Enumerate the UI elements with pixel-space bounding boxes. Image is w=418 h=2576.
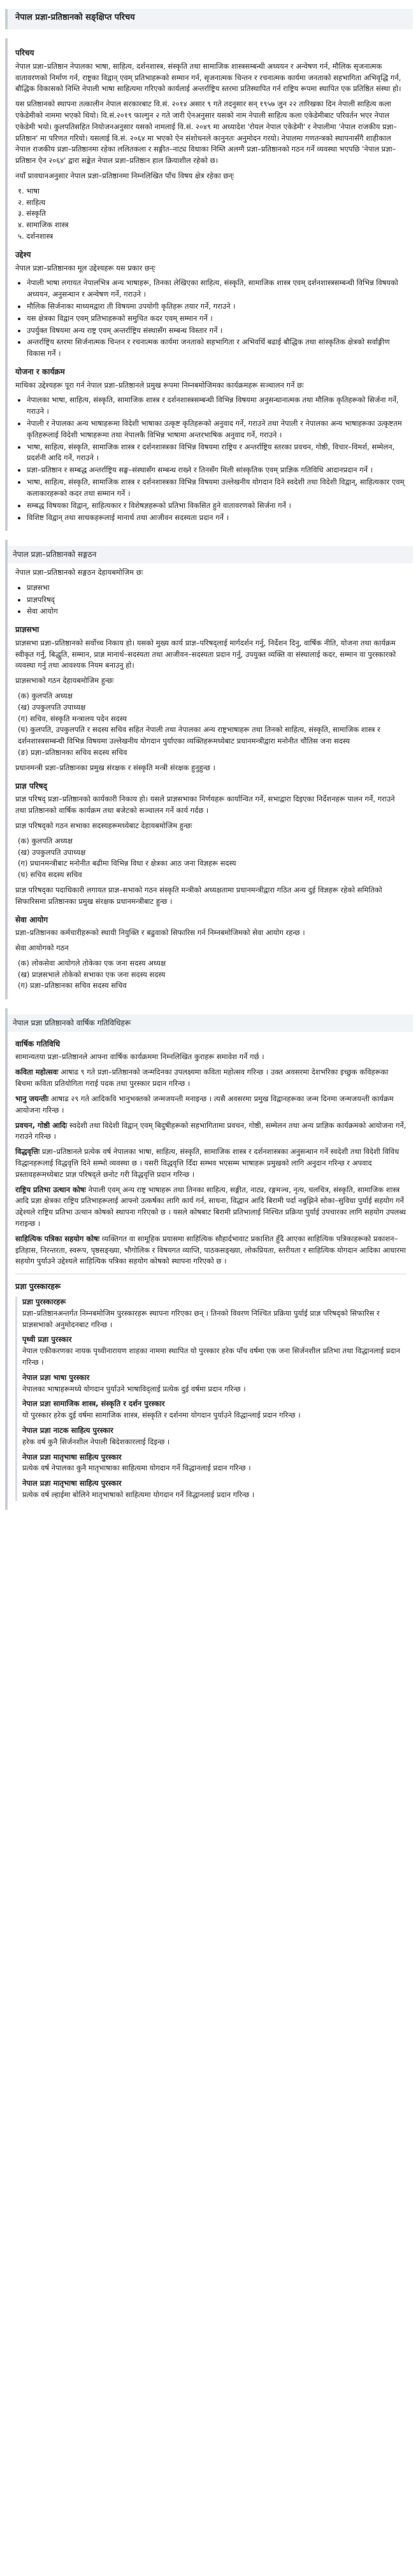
list-item: • विशिष्ट विद्वान् तथा साधकहरूलाई मानार्थ तथा आजीवन सदस्यता प्रदान गर्ने । xyxy=(27,512,407,524)
intro-paragraph-3: नयाँ प्रावधानअनुसार नेपाल प्रज्ञा–प्रतिष्ठानमा निम्नलिखित पाँच विषय क्षेत्र रहेका छन्ः xyxy=(15,171,234,181)
list-item: (ख) उपकुलपति उपाध्यक्ष xyxy=(18,702,86,712)
activity-entry xyxy=(15,1234,407,1267)
list-item: (ग) प्रधानमन्त्रीबाट मनोनीत बढीमा विभिन्न विधा र क्षेत्रका आठ जना विज्ञहरू सदस्य xyxy=(18,859,236,868)
objectives-lead: नेपाल प्रज्ञा–प्रतिष्ठानका मूल उद्देश्यहरू यस प्रकार छन्ः xyxy=(15,263,155,272)
service-paragraph-1: प्रज्ञा–प्रतिष्ठानका कर्मचारीहरूको स्थायी नियुक्ति र बढुवाको सिफारिस गर्न निम्नबमोजिमको सेवा आयोग रहन्छ । xyxy=(15,928,305,938)
activity-entry xyxy=(15,1185,407,1230)
activity-text: प्रज्ञा–प्रतिष्ठानले प्रत्येक वर्ष नेपालका भाषा, साहित्य, संस्कृति, सामाजिक शास्त्र र दर्शनशास्त्रका अनुसन्धान गर्ने स्वदेशी तथा विदेशी विविध विद्धानहरूलाई विद्धवृत्ति दिने सम्भो व्यवस्था छ । यसरी विद्धवृत्ति दिँदा सम्भव भएसम्म भाषाहरू प्रमुखको लागि अनुदान गरिन्छ र अपवाद प्रस्तावहरूमध्येबाट प्राज्ञ परिषद्ले छनोट गरी विद्धवृत्ति प्रदान गरिन्छ । xyxy=(15,1147,400,1179)
list-item: ५. दर्शनशास्त्र xyxy=(18,232,54,241)
award-text: नेपाल एकीकरणका नायक पृथ्वीनारायण शाहका नाममा स्थापित यो पुरस्कार हरेक पाँच वर्षमा एक जना सिर्जनशील प्रतिभा तथा विद्धानलाई प्रदान गरिन्छ । xyxy=(22,1346,400,1367)
page xyxy=(5,0,413,1525)
assembly-paragraph-3: प्रधानमन्त्री प्रज्ञा–प्रतिष्ठानका प्रमुख संरक्षक र संस्कृति मन्त्री संरक्षक हुनुहुन्छ । xyxy=(15,763,215,772)
award-text: यो पुरस्कार हरेक दुई वर्षमा सामाजिक शास्त्र, संस्कृति र दर्शनमा योगदान पुर्याउने विद्धान्लाई प्रदान गरिन्छ । xyxy=(22,1411,301,1420)
award-title: नेपाल प्रज्ञा सामाजिक शास्त्र, संस्कृति र दर्शन पुरस्कार xyxy=(22,1399,165,1409)
list-item: • मौलिक सिर्जनाका माध्यमद्वारा ती विषयमा उपयोगी कृतिहरू तयार गर्ने, गराउने । xyxy=(27,301,407,313)
activity-text: स्वदेशी तथा विदेशी विद्वान् एवम् बिदुषीहरूको सहभागितामा प्रवचन, गोष्ठी, सम्मेलन तथा अन्य प्राज्ञिक कार्यक्रमको आयोजना गर्ने, गराउने गरिन्छ । xyxy=(15,1120,407,1141)
intro-heading: परिचय xyxy=(15,48,34,58)
list-item: ३. संस्कृति xyxy=(18,209,46,218)
award-title: नेपाल प्रज्ञा मातृभाषा साहित्य पुरस्कार xyxy=(22,1479,122,1488)
list-item: • सम्बद्ध विषयका विद्वान्, साहित्यकार र विशेषज्ञहरूको प्रतिभा विकसित हुने वातावरणको सिर्जना गर्ने । xyxy=(27,500,407,512)
awards-block-title: प्रज्ञा पुरस्कारहरू xyxy=(22,1297,66,1306)
activity-title: विद्धवृत्तिः xyxy=(15,1147,40,1157)
activity-text: व्यक्तिगत वा सामूहिक प्रयासमा साहित्यिक सौहार्दभावाट प्रकाशित हुँदै आएका साहित्यिक पत्रिकाहरूको प्रकाशन–इतिहास, निरन्तरता, स्वरूप, पृष्ठसङ्ख्या, भौगोलिक र विषयगत व्याप्ति, पाठकसङ्ख्या, लोकप्रियता, स्तरीयता र साहित्यिक योगदान आदिका आधारमा सहयोग पुर्याउने उद्देश्यले साहित्यिक पत्रिका सहयोग कोषको स्थापना गरिएको छ । xyxy=(15,1234,406,1266)
award-text: नेपालका भाषाहरूमध्ये योगदान पुर्याउने भाषाविद्लाई प्रत्येक दुई वर्षमा प्रदान गरिन्छ । xyxy=(22,1384,246,1393)
list-item: (घ) सचिव सदस्य सचिव xyxy=(18,870,82,880)
award-text: प्रत्येक वर्ष ल्हाईमा बोलिने मातृभाषाको साहित्यमा योगदान गर्ने विद्धानलाई प्रदान गरिन्छ । xyxy=(22,1490,255,1500)
domain-list xyxy=(15,186,407,243)
awards-block-text: प्रज्ञा–प्रतिष्ठानअन्तर्गत निम्नबमोजिम पुरस्कारहरू स्थापना गरिएका छन् । तिनको विवरण निश्चित प्रक्रिया पुर्याई प्राज्ञ परिषद्को सिफारिस र प्राज्ञसभाको अनुमोदनबाट गरिन्छ । xyxy=(22,1308,380,1329)
list-item: २. साहित्य xyxy=(18,197,46,207)
list-item: • नेपाली र नेपालका अन्य भाषाहरूमा विदेशी भाषाका उत्कृष्ट कृतिहरूको अनुवाद गर्ने, गराउने तथा नेपाली र नेपालका अन्य भाषाहरूका उत्कृष्टतम कृतिहरूलाई विदेशी भाषाहरूमा तथा नेपालकै विभिन्न भाषामा अन्तरभाषिक अनुवाद गर्ने, गराउने । xyxy=(27,418,407,441)
list-item: • भाषा, साहित्य, संस्कृति, सामाजिक शास्त्र र दर्शनशास्त्रका विभिन्न विषयमा उल्लेखनीय योगदान दिने स्वदेशी तथा विदेशी विद्वान्, साहित्यकार एवम् कलाकारहरूको कदर तथा सम्मान गर्ने । xyxy=(27,477,407,500)
list-item: • प्राज्ञपरिषद् xyxy=(27,595,407,606)
list-item: १. भाषा xyxy=(18,186,40,195)
programs-heading: योजना र कार्यक्रम xyxy=(15,367,65,377)
activity-text: आषाढ ९ गते प्रज्ञा–प्रतिष्ठानको जन्मदिनका उपलक्ष्यमा कविता महोत्सव गरिन्छ । उक्त अवसरमा देशभरिका इच्छुक कविहरूका बिचमा कविता प्रतियोगिता गराई पदक तथा पुरस्कार प्रदान गरिन्छ । xyxy=(15,1067,389,1088)
activity-text: आषाढ २९ गते आदिकवि भानुभक्तको जन्मजयन्ती मनाइन्छ । त्यसै अवसरमा प्रमुख विद्वानहरूका जन्म दिनमा जन्मजयन्ती कार्यक्रम आयोजना गरिन्छ । xyxy=(15,1094,394,1115)
assembly-paragraph-2: प्राज्ञसभाको गठन देहायबमोजिम हुन्छः xyxy=(15,676,114,686)
awards-heading: प्रज्ञा पुरस्कारहरू xyxy=(15,1282,61,1292)
activity-title: भानु जयन्तीः xyxy=(15,1094,49,1103)
activity-entry xyxy=(15,1146,407,1180)
activity-title: राष्ट्रिय प्रतिभा उत्थान कोषः xyxy=(15,1185,86,1194)
intro-section xyxy=(5,38,413,531)
award-text: प्रत्येक वर्ष नेपालका कुनै मातृभाषाका साहित्यमा योगदान गर्ने विद्धानलाई प्रदान गरिन्छ । xyxy=(22,1463,251,1473)
activity-entry xyxy=(15,1067,407,1090)
service-heading: सेवा आयोग xyxy=(15,915,48,924)
list-item: (ख) प्राज्ञसभाले तोकेको सभाका एक जना सदस्य सदस्य xyxy=(18,969,166,979)
list-item: • उपर्युक्त विषयमा अन्य राष्ट्र एवम् अन्तर्राष्ट्रिय संस्थासँग सम्बन्ध विस्तार गर्ने । xyxy=(27,325,407,337)
list-item: (क) कुलपति अध्यक्ष xyxy=(18,836,73,845)
annual-paragraph: सामान्यतया प्रज्ञा–प्रतिष्ठानले आफ्ना वार्षिक कार्यक्रममा निम्नलिखित कुराहरू समावेश गर्ने गर्छ । xyxy=(15,1052,264,1062)
structure-section xyxy=(5,540,413,999)
intro-paragraph-1: नेपाल प्रज्ञा–प्रतिष्ठान नेपालका भाषा, साहित्य, दर्शनशास्त्र, संस्कृति तथा सामाजिक शास्त्रसम्बन्धी अध्ययन र अन्वेषण गर्न, मौलिक सृजनात्मक वातावरणको निर्माण गर्न, राष्ट्रका विद्वान् एवम् प्रतिभाहरूको सम्मान गर्न, सृजनात्मक चिन्तन र रचनात्मक कार्यमा जनताको सहभागिता अभिवृद्धि गर्न, बौद्धिक विकासको निम्ति नेपाली भाषा साहित्यमा गरिएको कार्यलाई अन्तर्राष्ट्रिय स्तरमा प्रतिस्थापित गर्न राष्ट्रिय रूपमा स्थापित एक प्रतिष्ठित संस्था हो। xyxy=(15,61,401,94)
activities-section xyxy=(5,1008,413,1510)
objectives-list xyxy=(15,278,407,360)
service-members xyxy=(15,958,407,992)
list-item: • सेवा आयोग xyxy=(27,606,407,617)
list-item: (ख) उपकुलपति उपाध्यक्ष xyxy=(18,847,86,857)
award-text: हरेक वर्ष कुनै सिर्जनशील नेपाली बिदेशकारलाई दिइन्छ । xyxy=(22,1437,170,1446)
intro-paragraph-2: यस प्रतिष्ठानको स्थापना तत्कालीन नेपाल सरकारबाट वि.सं. २०१४ असार ९ गते तदनुसार सन् १९५७ जुन २२ तारिखका दिन नेपाली साहित्य कला एकेडेमीको नाममा भएको थियो। वि.सं.२०१९ फाल्गुन २ गते जारी ऐनअनुसार यसको नाम नेपाली साहित्य कला एकेडेमीबाट परिवर्तन भएर नेपाल एकेडेमी भयो। कुलपतिसहित नियोजनअनुसार यसको नामलाई वि.सं. २०४९ मा अध्यादेश 'रोयल नेपाल एकेडेमी' र नेपालीमा 'नेपाल राजकीय प्रज्ञा–प्रतिष्ठान' मा परिणत गरियो। यसलाई वि.सं. २०६४ मा भएको ऐन संशोधनले कानुनतः अनुमोदन गरयो। नेपालमा गणतन्त्रको स्थापनासँगै शाहीकाल नेपाल राजकीय प्रज्ञा–प्रतिष्ठानमा रहेका ललितकला र सङ्गीत–नाट्य विधाका निम्ति अलग्गै प्रज्ञा–प्रतिष्ठानको गठन गर्ने व्यवस्था भएपछि 'नेपाल प्रज्ञा–प्रतिष्ठान ऐन २०६४' द्वारा सङ्केत नेपाल प्रज्ञा–प्रतिष्ठान हाल क्रियाशील रहेको छ। xyxy=(15,99,397,165)
council-members xyxy=(15,836,407,881)
assembly-paragraph-1: प्राज्ञसभा प्रज्ञा–प्रतिष्ठानको सर्वोच्च निकाय हो। यसको मुख्य कार्य प्राज्ञ–परिषद्लाई मार्गदर्शन गर्नु, निर्देशन दिनु, वार्षिक नीति, योजना तथा कार्यक्रम स्वीकृत गर्नु, बिद्धुति, सम्मान, प्राज्ञ मानार्थ–सदस्यता तथा आजीवन–सदस्यता प्रदान गर्नु, उपयुक्त व्यक्ति वा संस्थालाई कदर, सम्मान वा पुरस्कारको व्यवस्था गर्नु तथा आवश्यक नियम बनाउनु हो। xyxy=(15,638,396,670)
activity-title: साहित्यिक पत्रिका सहयोग कोषः xyxy=(15,1234,100,1243)
award-title: नेपाल प्रज्ञा नाटक साहित्य पुरस्कार xyxy=(22,1426,113,1435)
structure-lead: नेपाल प्रज्ञा–प्रतिष्ठानको सङ्गठन देहायबमोजिम छः xyxy=(15,567,143,577)
title-section xyxy=(5,9,413,29)
list-item: • यस क्षेत्रका विद्वान एवम् प्रतिभाहरूको समुचित कदर एवम् सम्मान गर्ने । xyxy=(27,313,407,325)
council-paragraph-1: प्राज्ञ परिषद् प्रज्ञा–प्रतिष्ठानको कार्यकारी निकाय हो। यसले प्राज्ञसभाका निर्णयहरू कार्यान्वित गर्ने, सभाद्वारा दिइएका निर्देशनहरू पालन गर्ने, गराउने तथा प्रतिष्ठानको वार्षिक कार्यक्रम तथा बजेटको सञ्चालन गर्ने कार्य गर्दछ । xyxy=(15,794,395,815)
assembly-heading: प्राज्ञसभा xyxy=(15,625,40,635)
list-item: (ग) प्रज्ञा–प्रतिष्ठानका सचिव सदस्य सचिव xyxy=(18,981,127,990)
structure-parts-list xyxy=(15,582,407,617)
activity-entry xyxy=(15,1094,407,1116)
council-paragraph-2: प्राज्ञ परिषद्को गठन सभाका सदस्यहरूमध्येबाट देहायबमोजिम हुन्छः xyxy=(15,820,192,830)
list-item: • भाषा, साहित्य, संस्कृति, सामाजिक शास्त्र र दर्शनशास्त्रका विभिन्न विषयमा राष्ट्रिय र अन्तर्राष्ट्रिय स्तरका प्रवचन, गोष्ठी, विचार–विमर्श, सम्मेलन, प्रदर्शनी आदि गर्ने, गराउने । xyxy=(27,442,407,465)
awards-block xyxy=(15,1297,407,1501)
list-item: • अन्तर्राष्ट्रिय स्तरमा सिर्जनात्मक चिन्तन र रचनात्मक कार्यमा जनताको सहभागिता र अभिवर्धि बढाई बौद्धिक तथा सांस्कृतिक क्षेत्रको सर्वाङ्गीण विकास गर्ने । xyxy=(27,337,407,360)
list-item: • प्रज्ञा–प्रतिष्ठान र सम्बद्ध अन्तर्राष्ट्रिय सङ्घ–संस्थासँग सम्बन्ध राख्ने र तिनसँग मिली सांस्कृतिक एवम् प्राज्ञिक गतिविधि आदानप्रदान गर्ने । xyxy=(27,465,407,476)
activity-entry xyxy=(15,1120,407,1143)
annual-heading: वार्षिक गतिविधि xyxy=(15,1039,61,1048)
award-title: पृथ्वी प्रज्ञा पुरस्कार xyxy=(22,1335,72,1344)
list-item: (ङ) प्रज्ञा–प्रतिष्ठानका सचिव सदस्य सचिव xyxy=(18,748,127,757)
council-heading: प्राज्ञ परिषद् xyxy=(15,781,47,791)
activities-heading: नेपाल प्रज्ञा प्रतिष्ठानको वार्षिक गतिविधिहरू xyxy=(8,1015,413,1032)
list-item: • नेपालका भाषा, साहित्य, संस्कृति, सामाजिक शास्त्र र दर्शनशास्त्रसम्बन्धी विभिन्न विषयमा अनुसन्धानात्मक तथा मौलिक कृतिहरूको सिर्जना गर्ने, गराउने । xyxy=(27,395,407,418)
assembly-members xyxy=(15,691,407,759)
list-item: • प्राज्ञसभा xyxy=(27,582,407,594)
programs-list xyxy=(15,395,407,523)
activity-title: प्रवचन, गोष्ठी आदिः xyxy=(15,1120,68,1130)
list-item: • नेपाली भाषा लगायत नेपालभित्र अन्य भाषाहरू, तिनका लेखिएका साहित्य, संस्कृति, सामाजिक शास्त्र एवम् दर्शनशास्त्रसम्बन्धी विभिन्न विषयको अध्ययन, अनुसन्धान र अन्वेषण गर्ने, गराउने । xyxy=(27,278,407,300)
objectives-heading: उद्देश्य xyxy=(15,250,31,259)
programs-lead: माथिका उद्देश्यहरू पूरा गर्न नेपाल प्रज्ञा–प्रतिष्ठानले प्रमुख रूपमा निम्नबमोजिमका कार्यक्रमहरू सञ्चालन गर्ने छः xyxy=(15,380,304,390)
council-paragraph-3: प्राज्ञ परिषद्का पदाधिकारी लगायत प्राज्ञ–सभाको गठन संस्कृति मन्त्रीको अध्यक्षतामा प्रधानमन्त्रीद्वारा गठित अन्य दुई विज्ञहरू रहेको समितिको सिफारिसमा प्रतिष्ठानका प्रमुख संरक्षक प्रधानमन्त्रीबाट हुन्छ । xyxy=(15,885,382,906)
list-item: ४. सामाजिक शास्त्र xyxy=(18,220,69,230)
service-paragraph-2: सेवा आयोगको गठन xyxy=(15,943,69,953)
list-item: (घ) कुलपति, उपकुलपति र सदस्य सचिव सहित नेपाली तथा नेपालका अन्य राष्ट्रभाषाहरू तथा तिनको साहित्य, संस्कृति, सामाजिक शास्त्र र दर्शनशास्त्रसम्बन्धी विभिन्न विषयमा उल्लेखनीय योगदान पुर्याएका व्यक्तिहरूमध्येबाट प्रधानमन्त्रीद्वारा मनोनीत चौंतिस जना सदस्य xyxy=(18,725,380,746)
list-item: (ग) सचिव, संस्कृति मन्त्रालय पदेन सदस्य xyxy=(18,714,127,723)
list-item: (क) लोकसेवा आयोगले तोकेका एक जना सदस्य अध्यक्ष xyxy=(18,958,166,968)
structure-heading: नेपाल प्रज्ञा–प्रतिष्ठानको सङ्गठन xyxy=(8,546,413,563)
award-title: नेपाल प्रज्ञा मातृभाषा साहित्य पुरस्कार xyxy=(22,1452,122,1461)
page-title: नेपाल प्रज्ञा-प्रतिष्ठानको सङ्क्षिप्त परिचय xyxy=(15,13,135,22)
award-title: नेपाल प्रज्ञा भाषा पुरस्कार xyxy=(22,1372,90,1382)
activity-text: नेपाली एवम् अन्य राष्ट्र भाषाहरू तथा तिनका साहित्य, सङ्गीत, नाट्य, रङ्गमञ्च, नृत्य, चलचित्र, संस्कृति, सामाजिक शास्त्र आदि प्रज्ञा क्षेत्रका राष्ट्रिय प्रतिभाहरूलाई आफ्नो उत्कर्षका लागि कार्य गर्न, साधना, विद्धान आदि बिरामी पर्दा नबुझिने सोका–सुविधा पुर्याई सहयोग गर्ने उद्देश्यले राष्ट्रिय प्रतिभा उत्थान कोषको स्थापना गरिएको छ । यसले कोषबाट बिरामी प्रतिभालाई निश्चित प्रक्रिया पुर्याई उपचारका लागि सहयोग उपलब्ध गराइन्छ । xyxy=(15,1185,406,1228)
list-item: (क) कुलपति अध्यक्ष xyxy=(18,691,73,701)
activity-title: कविता महोत्सवः xyxy=(15,1067,59,1077)
